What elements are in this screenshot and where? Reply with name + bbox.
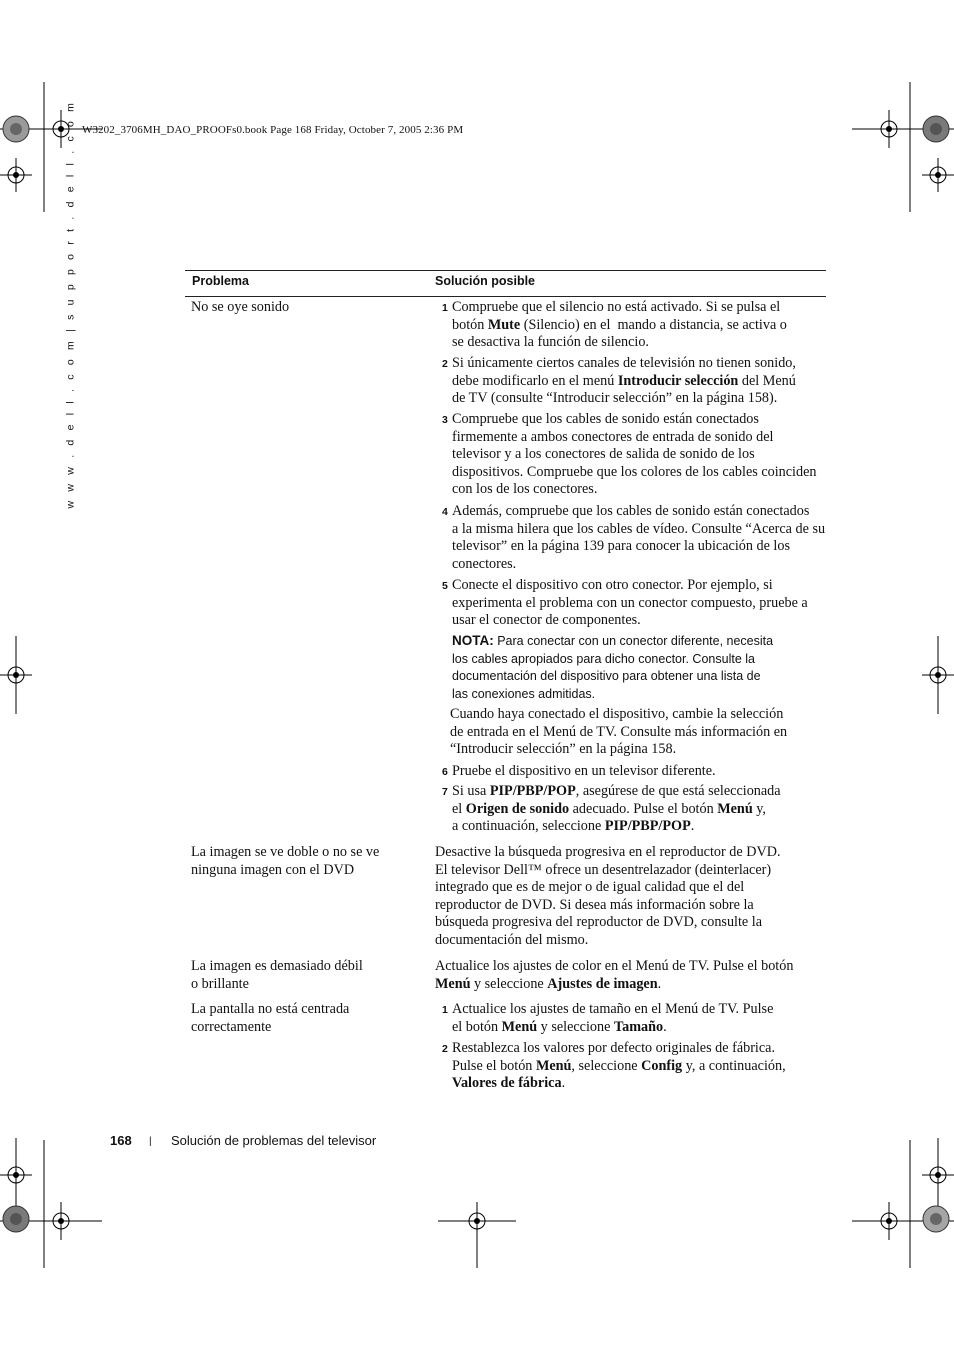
list-item: 2 Si únicamente ciertos canales de televisión no tienen sonido, debe modificarlo en el menú Introducir selección del Menú de TV (consulte “Introducir selección” en la página 158).: [442, 355, 796, 407]
solution-cell: Desactive la búsqueda progresiva en el reproductor de DVD. El televisor Dell™ ofrece un desentrelazador (deinterlacer) integrado que es de mejor o de igual calidad que el del reproductor de DVD. Si desea más información sobre la búsqueda progresiva del reproductor de DVD, consulte la documentación del mismo.: [435, 844, 781, 948]
table-top-rule: [185, 270, 826, 271]
note-followup: Cuando haya conectado el dispositivo, cambie la selección de entrada en el Menú de TV. Consulte más información en “Introducir selección” en la página 158.: [450, 706, 788, 758]
problem-cell: La imagen se ve doble o no se ve ninguna imagen con el DVD: [191, 844, 380, 878]
sidebar-url: w w w . d e l l . c o m | s u p p o r t . d e l l . c o m: [64, 99, 77, 509]
header-problem: Problema: [192, 274, 249, 288]
list-item: 6 Pruebe el dispositivo en un televisor diferente.: [442, 763, 716, 779]
table-header-rule: [185, 296, 826, 297]
list-item: 1 Actualice los ajustes de tamaño en el Menú de TV. Pulse el botón Menú y seleccione Tamaño.: [442, 1001, 774, 1035]
page-number: 168: [110, 1133, 132, 1148]
header-solution: Solución posible: [435, 274, 536, 288]
list-item: 5 Conecte el dispositivo con otro conector. Por ejemplo, si experimenta el problema con un conector compuesto, pruebe a usar el conector de componentes.: [442, 577, 808, 629]
list-item: 1 Compruebe que el silencio no está activado. Si se pulsa el botón Mute (Silencio) en el mando a distancia, se activa o se desactiva la función de silencio.: [442, 299, 787, 351]
print-header: W3202_3706MH_DAO_PROOFs0.book Page 168 Friday, October 7, 2005 2:36 PM: [82, 124, 464, 136]
list-item: 2 Restablezca los valores por defecto originales de fábrica. Pulse el botón Menú, seleccione Config y, a continuación, Valores de fábrica.: [442, 1040, 786, 1092]
problem-cell: No se oye sonido: [191, 299, 290, 315]
list-item: 7 Si usa PIP/PBP/POP, asegúrese de que está seleccionada el Origen de sonido adecuado. Pulse el botón Menú y, a continuación, seleccione PIP/PBP/POP.: [442, 783, 781, 835]
problem-cell: La pantalla no está centrada correctamente: [191, 1001, 350, 1035]
note: NOTA: Para conectar con un conector diferente, necesita los cables apropiados para dicho conector. Consulte la documentación del dispositivo para obtener una lista de las conexiones admitidas.: [452, 633, 774, 701]
solution-cell: Actualice los ajustes de color en el Menú de TV. Pulse el botón Menú y seleccione Ajustes de imagen.: [435, 958, 794, 992]
footer-separator: |: [149, 1136, 152, 1147]
list-item: 4 Además, compruebe que los cables de sonido están conectados a la misma hilera que los cables de vídeo. Consulte “Acerca de su televisor” en la página 139 para conocer la ubicación de los conectores.: [442, 503, 826, 572]
problem-cell: La imagen es demasiado débil o brillante: [191, 958, 363, 992]
list-item: 3 Compruebe que los cables de sonido están conectados firmemente a ambos conectores de entrada de sonido del televisor y a los conectores de salida de sonido de los dispositivos. Compruebe que los colores de los cables coinciden con los de los conectores.: [442, 411, 817, 498]
footer-section: Solución de problemas del televisor: [171, 1133, 377, 1148]
